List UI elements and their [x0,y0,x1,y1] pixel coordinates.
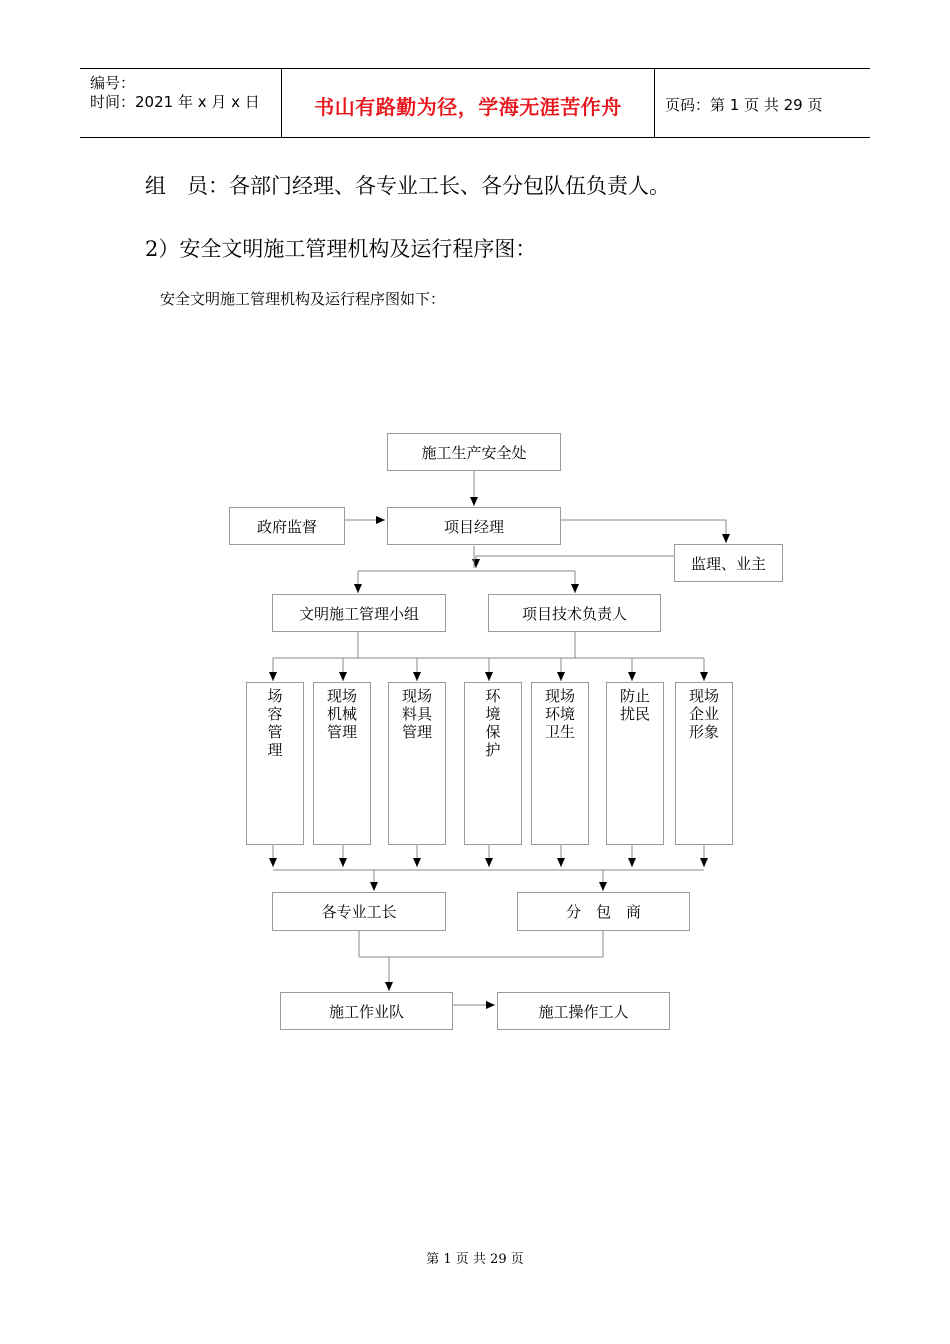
page-info: 页码：第 1 页 共 29 页 [665,96,823,114]
category-label: 现场 机械 管理 [326,687,357,741]
category-label: 场 容 管 理 [267,687,283,759]
intro-line: 安全文明施工管理机构及运行程序图如下： [160,290,446,308]
box-supervisor-owner: 监理、业主 [674,544,783,582]
category-environment-protection [464,682,522,845]
box-foremen: 各专业工长 [272,892,446,931]
box-technical-lead: 项目技术负责人 [488,594,661,632]
box-workers: 施工操作工人 [497,992,670,1030]
category-corporate-image [675,682,733,845]
box-civil-construction-group: 文明施工管理小组 [272,594,446,632]
category-hygiene [531,682,589,845]
document-number-label: 编号： [90,74,136,92]
box-subcontractor: 分 包 商 [517,892,690,931]
members-line: 组 员：各部门经理、各专业工长、各分包队伍负责人。 [145,174,670,198]
category-label: 防止 扰民 [619,687,650,723]
page-footer: 第 1 页 共 29 页 [426,1252,524,1267]
category-machinery [313,682,371,845]
category-disturbance [606,682,664,845]
box-government-supervision: 政府监督 [229,507,345,545]
category-label: 现场 企业 形象 [688,687,719,741]
box-project-manager: 项目经理 [387,507,561,545]
category-materials [388,682,446,845]
document-date: 时间：2021 年 x 月 x 日 [90,93,260,111]
category-site-appearance [246,682,304,845]
category-label: 现场 料具 管理 [401,687,432,741]
category-label: 环 境 保 护 [485,687,501,759]
section-heading: 2）安全文明施工管理机构及运行程序图： [145,237,537,261]
box-safety-department: 施工生产安全处 [387,433,561,471]
category-label: 现场 环境 卫生 [544,687,575,741]
box-construction-crew: 施工作业队 [280,992,453,1030]
motto: 书山有路勤为径，学海无涯苦作舟 [314,95,622,119]
